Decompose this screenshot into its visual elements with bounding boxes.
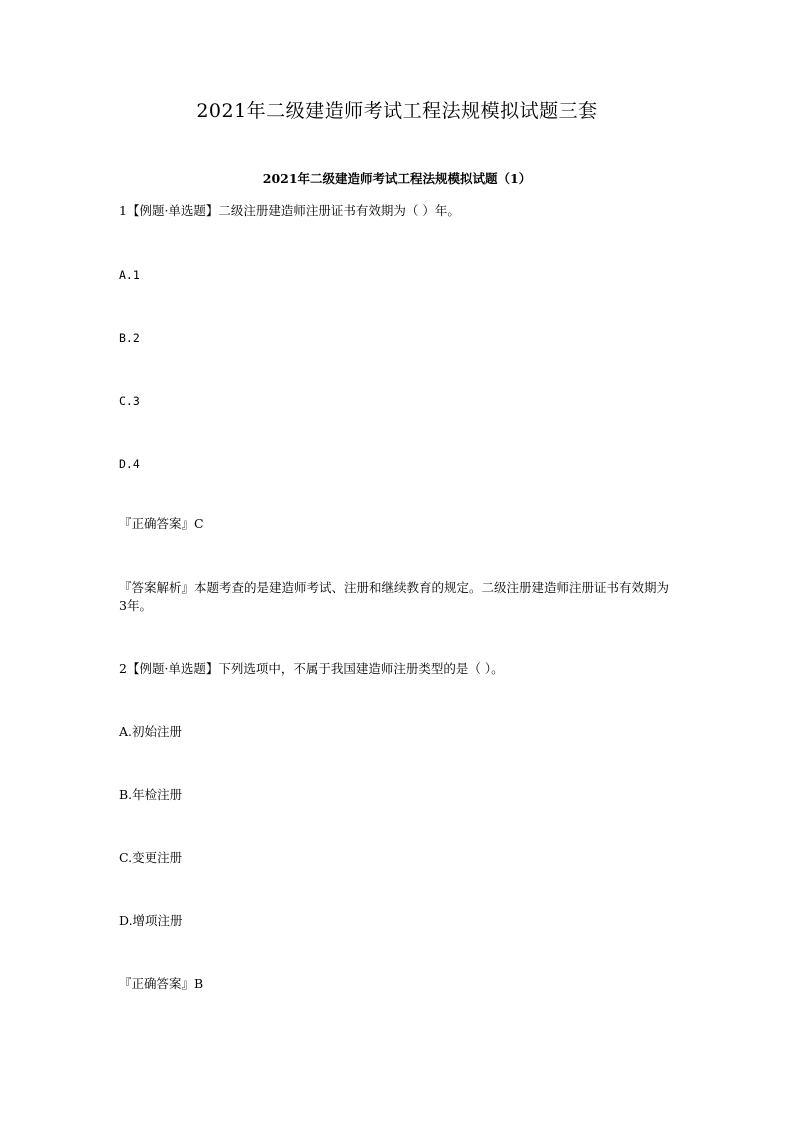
question-1-analysis: 『答案解析』本题考查的是建造师考试、注册和继续教育的规定。二级注册建造师注册证书有效期为3年。 [119, 580, 670, 613]
question-2-option-b: B.年检注册 [119, 787, 183, 802]
question-1-option-c: C.3 [119, 394, 140, 408]
question-2-text: 2【例题·单选题】下列选项中，不属于我国建造师注册类型的是（ ）。 [119, 661, 504, 676]
question-2-answer: 『正确答案』B [119, 976, 204, 991]
question-1-option-a: A.1 [119, 268, 140, 282]
section-title: 2021年二级建造师考试工程法规模拟试题（1） [262, 171, 532, 186]
question-2-option-a: A.初始注册 [119, 724, 183, 739]
question-2-option-d: D.增项注册 [119, 913, 183, 928]
question-1-text: 1【例题·单选题】二级注册建造师注册证书有效期为（ ）年。 [119, 203, 460, 218]
document-title: 2021年二级建造师考试工程法规模拟试题三套 [196, 100, 598, 122]
question-1-option-b: B.2 [119, 331, 140, 345]
question-2-option-c: C.变更注册 [119, 850, 183, 865]
question-1-answer: 『正确答案』C [119, 516, 204, 531]
question-1-option-d: D.4 [119, 457, 140, 471]
